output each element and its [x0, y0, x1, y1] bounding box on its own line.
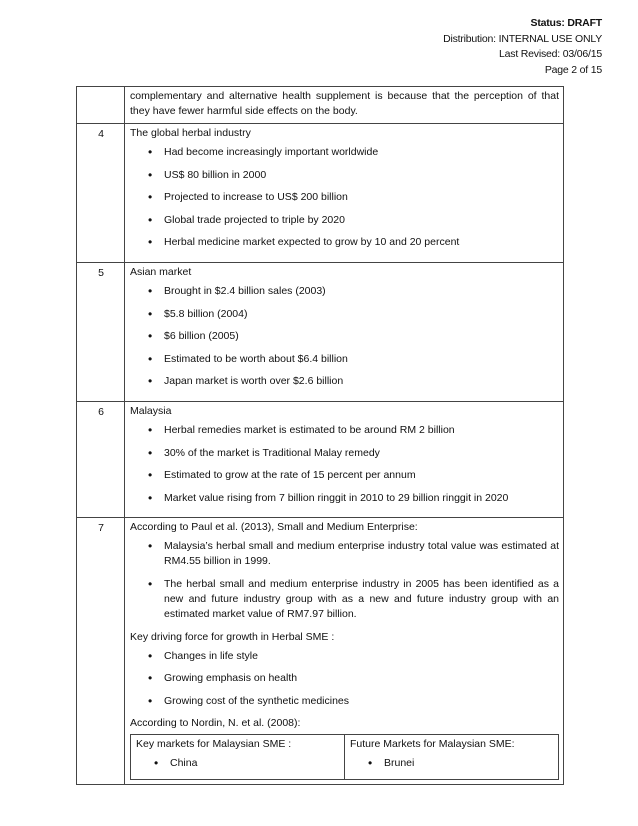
list-item: • $6 billion (2005)	[164, 329, 559, 344]
row-number: 7	[77, 518, 125, 785]
row-number: 5	[77, 262, 125, 401]
list-item: • US$ 80 billion in 2000	[164, 168, 559, 183]
row-title: According to Paul et al. (2013), Small and Medium Enterprise:	[130, 521, 418, 534]
distribution-text: Distribution: INTERNAL USE ONLY	[443, 32, 602, 45]
key-markets-header: Key markets for Malaysian SME :	[136, 738, 292, 751]
table-row	[77, 124, 564, 263]
future-markets-cell	[345, 735, 559, 780]
bullet-list	[130, 539, 559, 622]
row-content	[125, 124, 564, 263]
source-citation: According to Nordin, N. et al. (2008):	[130, 717, 301, 730]
table-row	[77, 401, 564, 517]
list-item: • 30% of the market is Traditional Malay remedy	[164, 446, 559, 461]
list-item: • Market value rising from 7 billion ringgit in 2010 to 29 billion ringgit in 2020	[164, 491, 559, 506]
content-table	[76, 86, 564, 785]
list-item: • Projected to increase to US$ 200 billion	[164, 190, 559, 205]
bullet-list	[136, 756, 340, 771]
row-content	[125, 87, 564, 124]
bullet-list	[130, 284, 559, 389]
key-markets-cell	[131, 735, 345, 780]
row-content	[125, 262, 564, 401]
last-revised-text: Last Revised: 03/06/15	[498, 48, 602, 60]
row-title: The global herbal industry	[130, 127, 251, 139]
bullet-list	[130, 423, 559, 506]
list-item: • $5.8 billion (2004)	[164, 307, 559, 322]
row-title: Malaysia	[130, 404, 172, 417]
list-item: • Had become increasingly important worldwide	[164, 145, 559, 160]
status-text: Status: DRAFT	[530, 17, 602, 29]
row-subtitle: Key driving force for growth in Herbal SME :	[130, 630, 335, 643]
list-item: • Malaysia’s herbal small and medium enterprise industry total value was estimated at RM4.55 billion in 1999.	[164, 539, 559, 569]
continued-text: complementary and alternative health supplement is because that the perception of that they have fewer harmful side effects on the body.	[130, 90, 559, 117]
list-item: • Global trade projected to triple by 2020	[164, 213, 559, 228]
row-number: 4	[77, 124, 125, 263]
list-item: • Estimated to be worth about $6.4 billion	[164, 352, 559, 367]
bullet-list	[130, 145, 559, 250]
document-header	[443, 16, 602, 78]
row-title: Asian market	[130, 265, 192, 278]
row-number: 6	[77, 401, 125, 517]
table-row	[77, 262, 564, 401]
table-row	[77, 518, 564, 785]
future-markets-header: Future Markets for Malaysian SME:	[350, 738, 515, 751]
list-item: • Growing cost of the synthetic medicines	[164, 694, 559, 709]
row-content	[125, 518, 564, 785]
list-item: • Herbal remedies market is estimated to be around RM 2 billion	[164, 423, 559, 438]
list-item: • Japan market is worth over $2.6 billion	[164, 374, 559, 389]
page-number: Page 2 of 15	[544, 63, 602, 76]
list-item: • Herbal medicine market expected to grow by 10 and 20 percent	[164, 235, 559, 250]
bullet-list	[130, 649, 559, 709]
list-item: • The herbal small and medium enterprise industry in 2005 has been identified as a new and future industry group with as a new and future industry group with an estimated market value of RM7.97 billion.	[164, 577, 559, 622]
list-item: • Brought in $2.4 billion sales (2003)	[164, 284, 559, 299]
table-row	[77, 87, 564, 124]
list-item: • Estimated to grow at the rate of 15 percent per annum	[164, 468, 559, 483]
list-item: • Brunei	[384, 756, 554, 771]
table-row	[131, 735, 559, 780]
bullet-list	[350, 756, 554, 771]
row-number	[77, 87, 125, 124]
row-content	[125, 401, 564, 517]
list-item: • Growing emphasis on health	[164, 671, 559, 686]
list-item: • Changes in life style	[164, 649, 559, 664]
list-item: • China	[170, 756, 340, 771]
markets-table	[130, 734, 559, 780]
